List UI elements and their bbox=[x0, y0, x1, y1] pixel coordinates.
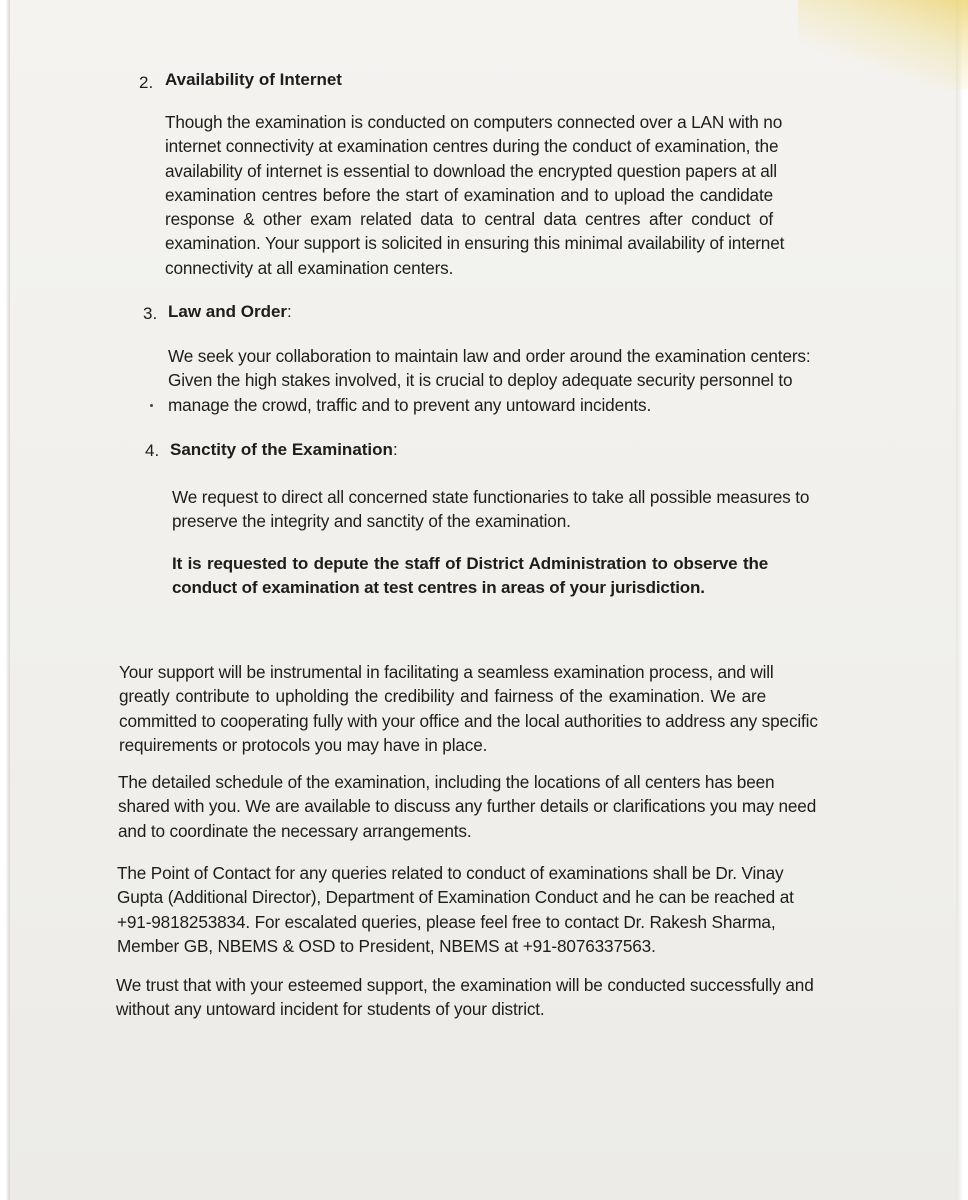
text-line: We seek your collaboration to maintain law and order around the examination centers: bbox=[168, 346, 811, 366]
text-line: without any untoward incident for students of your district. bbox=[116, 999, 545, 1020]
text-line: greatly contribute to upholding the credibility and fairness of the examination. We are bbox=[119, 686, 766, 707]
section-body-internet bbox=[165, 110, 785, 280]
section-title-sanctity: Sanctity of the Examination: bbox=[170, 440, 398, 459]
text-line: availability of internet is essential to download the encrypted question papers at all bbox=[165, 160, 777, 181]
page-left-margin bbox=[0, 0, 10, 1200]
section-request-sanctity bbox=[172, 552, 768, 601]
text-line: manage the crowd, traffic and to prevent any untoward incidents. bbox=[168, 394, 652, 415]
text-line: We request to direct all concerned state functionaries to take all possible measures to bbox=[172, 487, 810, 507]
text-line: Member GB, NBEMS & OSD to President, NBEMS at +91-8076337563. bbox=[117, 935, 656, 956]
text-line: conduct of examination at test centres in areas of your jurisdiction. bbox=[172, 578, 705, 598]
paragraph-schedule bbox=[118, 770, 817, 843]
page-right-margin bbox=[956, 0, 968, 1200]
text-line: It is requested to depute the staff of District Administration to observe the bbox=[172, 554, 768, 573]
section-number: 3. bbox=[143, 304, 158, 323]
section-number: 4. bbox=[145, 441, 160, 460]
text-line: and to coordinate the necessary arrangements. bbox=[118, 820, 472, 841]
text-line: Gupta (Additional Director), Department of Examination Conduct and he can be reached at bbox=[117, 887, 794, 908]
section-title-internet: Availability of Internet bbox=[165, 70, 342, 89]
text-line: Given the high stakes involved, it is crucial to deploy adequate security personnel to bbox=[168, 370, 793, 391]
text-line: committed to cooperating fully with your office and the local authorities to address any specific bbox=[119, 710, 818, 731]
stray-mark bbox=[150, 404, 153, 407]
section-body-sanctity bbox=[172, 485, 810, 534]
text-line: We trust that with your esteemed support, the examination will be conducted successfully and bbox=[116, 975, 814, 995]
text-line: preserve the integrity and sanctity of the examination. bbox=[172, 511, 571, 532]
text-line: examination centres before the start of examination and to upload the candidate bbox=[165, 184, 773, 205]
paragraph-closing bbox=[116, 973, 814, 1022]
text-line: +91-9818253834. For escalated queries, please feel free to contact Dr. Rakesh Sharma, bbox=[117, 911, 776, 932]
text-line: connectivity at all examination centers. bbox=[165, 257, 454, 278]
text-line: The Point of Contact for any queries related to conduct of examinations shall be Dr. Vinay bbox=[117, 863, 784, 883]
paragraph-point-of-contact bbox=[117, 861, 794, 958]
text-line: shared with you. We are available to discuss any further details or clarifications you may need bbox=[118, 796, 817, 817]
paragraph-support bbox=[119, 660, 818, 757]
section-title-law-order: Law and Order: bbox=[168, 302, 292, 321]
corner-stain bbox=[798, 0, 968, 90]
text-line: Your support will be instrumental in facilitating a seamless examination process, and will bbox=[119, 662, 774, 682]
text-line: examination. Your support is solicited in ensuring this minimal availability of internet bbox=[165, 233, 785, 254]
text-line: internet connectivity at examination centres during the conduct of examination, the bbox=[165, 136, 779, 157]
section-body-law-order bbox=[168, 344, 811, 417]
text-line: response & other exam related data to central data centres after conduct of bbox=[165, 209, 773, 230]
section-number: 2. bbox=[139, 73, 154, 92]
text-line: requirements or protocols you may have in place. bbox=[119, 734, 488, 755]
text-line: Though the examination is conducted on computers connected over a LAN with no bbox=[165, 112, 783, 132]
text-line: The detailed schedule of the examination, including the locations of all centers has been bbox=[118, 772, 775, 792]
